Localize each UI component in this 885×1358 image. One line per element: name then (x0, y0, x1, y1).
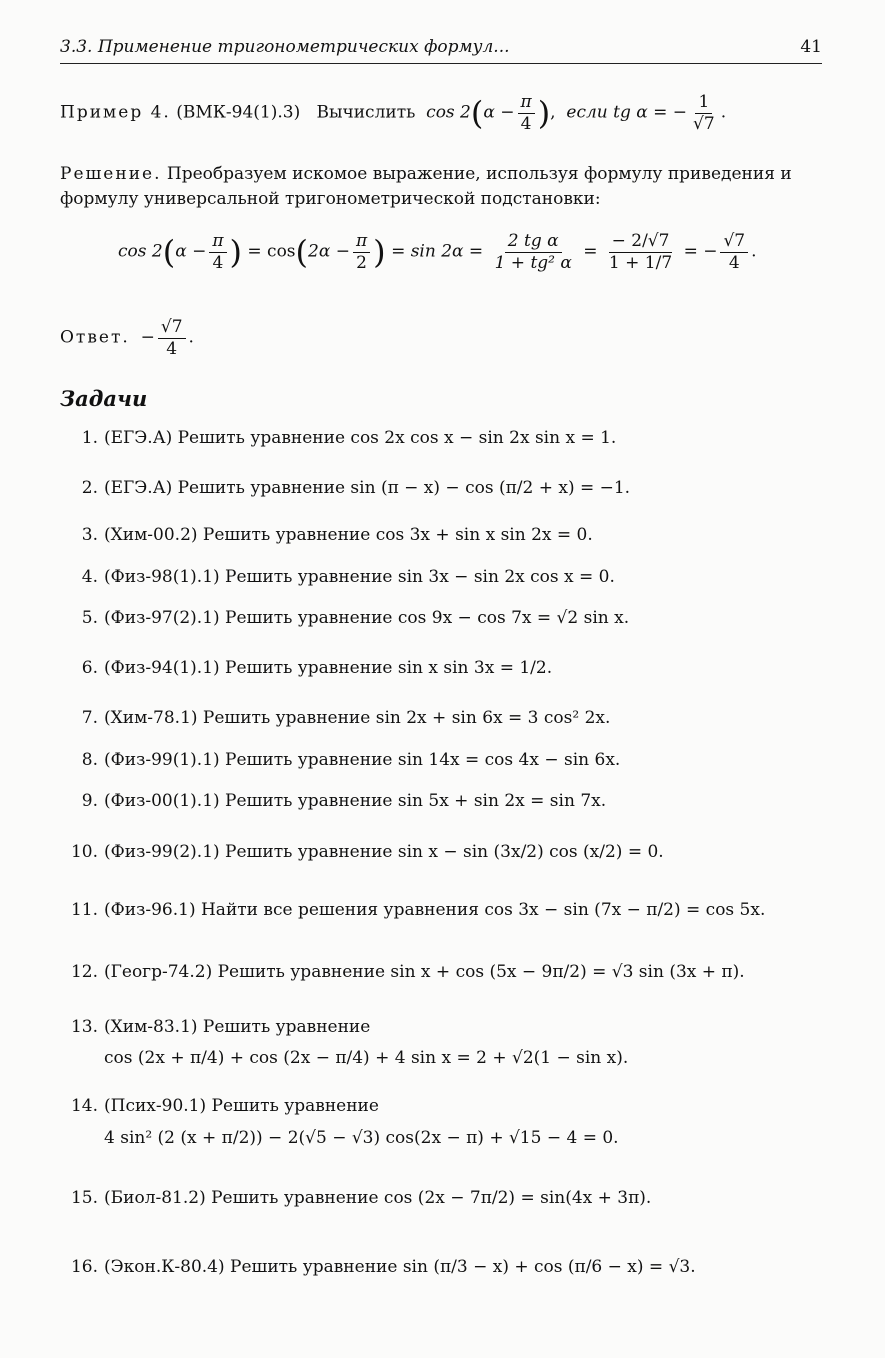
problem-text: (Физ-99(1).1) Решить уравнение sin 14x = cos 4x − sin 6x. (104, 750, 621, 770)
problem-text: (ЕГЭ.А) Решить уравнение cos 2x cos x − sin 2x sin x = 1. (104, 428, 617, 448)
problem-number: 3. (81, 525, 98, 545)
eq-frac-pi2 (353, 232, 370, 272)
frac-den: 4 (728, 252, 740, 273)
problem-16 (64, 1257, 696, 1277)
problem-number: 1. (81, 428, 98, 448)
problem-14-equation: 4 sin² (2 (x + π/2)) − 2(√5 − √3) cos(2x − π) + √15 − 4 = 0. (104, 1128, 619, 1148)
solution-line2: формулу универсальной тригонометрической подстановки: (60, 189, 601, 209)
problem-number: 7. (81, 708, 98, 728)
problem-3 (64, 525, 593, 545)
problem-number: 8. (81, 750, 98, 770)
frac-num: 2 tg α (505, 232, 562, 253)
problem-text: (Хим-78.1) Решить уравнение sin 2x + sin 6x = 3 cos² 2x. (104, 708, 611, 728)
problem-14 (64, 1096, 379, 1116)
problem-text: (Физ-97(2).1) Решить уравнение cos 9x − cos 7x = √2 sin x. (104, 608, 630, 628)
problem-15 (64, 1188, 651, 1208)
eq-equals-minus: = − (683, 241, 718, 262)
problem-number: 10. (70, 842, 98, 862)
answer-label: Ответ. (60, 327, 130, 348)
paren-open: ( (470, 94, 484, 133)
problem-text: (Физ-96.1) Найти все решения уравнения cos 3x − sin (7x − π/2) = cos 5x. (104, 900, 766, 920)
solution-equation: cos 2(α − $\frac{\pi}{4}$ ) = cos(2α − $\frac{\pi}{2}$ ) = sin 2α = $\frac{\text{2 tg α}}{\text{1 + tg² α}}$ = $\frac{- 2/√7}{1 + 1/7}$ = − $\frac{√7}{4}$ . (118, 231, 757, 273)
problem-4 (64, 567, 615, 587)
eq-2alpha: 2α − (308, 241, 350, 262)
paren-close: ) (229, 233, 242, 272)
problem-text: (Физ-94(1).1) Решить уравнение sin x sin 3x = 1/2. (104, 658, 553, 678)
section-title: Задачи (60, 386, 148, 411)
example-task: Вычислить (316, 102, 416, 123)
problem-number: 12. (70, 962, 98, 982)
problem-10 (64, 842, 664, 862)
answer-frac (158, 318, 186, 358)
problem-2 (64, 478, 630, 498)
problem-text: (Хим-00.2) Решить уравнение cos 3x + sin x sin 2x = 0. (104, 525, 593, 545)
eq-frac-numeric (606, 232, 675, 272)
page-number: 41 (800, 37, 822, 57)
frac-den: 4 (166, 338, 178, 359)
problem-text: (Экон.К-80.4) Решить уравнение sin (π/3 − x) + cos (π/6 − x) = √3. (104, 1257, 696, 1277)
problem-1 (64, 428, 616, 448)
eq-equals-cos: = cos (247, 241, 296, 262)
running-header (60, 37, 822, 64)
problem-number: 6. (81, 658, 98, 678)
problem-13-equation: cos (2x + π/4) + cos (2x − π/4) + 4 sin x = 2 + √2(1 − sin x). (104, 1048, 629, 1068)
example-pi-frac (518, 93, 535, 133)
example-condition: если tg α = − (566, 102, 688, 123)
eq-frac-pi4 (209, 232, 226, 272)
problem-text: (Физ-98(1).1) Решить уравнение sin 3x − sin 2x cos x = 0. (104, 567, 615, 587)
problem-9 (64, 791, 606, 811)
frac-num: π (353, 232, 370, 253)
problem-number: 14. (70, 1096, 98, 1116)
solution-label: Решение. (60, 164, 162, 184)
header-title: 3.3. Применение тригонометрических формул... (60, 37, 510, 57)
problem-8 (64, 750, 620, 770)
eq-cos2: cos 2 (118, 241, 163, 262)
frac-den: 1 + tg² α (494, 252, 572, 273)
frac-num: √7 (720, 232, 748, 253)
problem-number: 11. (70, 900, 98, 920)
frac-den: 4 (520, 113, 532, 134)
example-arg: α − (483, 102, 515, 123)
eq-equals: = (583, 241, 598, 262)
problem-text: (Геогр-74.2) Решить уравнение sin x + cos (5x − 9π/2) = √3 sin (3x + π). (104, 962, 745, 982)
problem-number: 16. (70, 1257, 98, 1277)
answer-line: Ответ. − $\frac{√7}{4}$ . (60, 317, 194, 359)
frac-den: √7 (693, 113, 715, 134)
eq-frac-result (720, 232, 748, 272)
frac-num: 1 (695, 93, 712, 114)
example-expr: cos 2 (426, 102, 471, 123)
eq-sin2a: = sin 2α = (391, 241, 484, 262)
paren-open: ( (295, 233, 309, 272)
problem-number: 4. (81, 567, 98, 587)
problem-text: (Хим-83.1) Решить уравнение (104, 1017, 371, 1037)
problem-5 (64, 608, 629, 628)
problem-text: (Физ-99(2).1) Решить уравнение sin x − sin (3x/2) cos (x/2) = 0. (104, 842, 664, 862)
problem-number: 2. (81, 478, 98, 498)
problem-text: (Физ-00(1).1) Решить уравнение sin 5x + sin 2x = sin 7x. (104, 791, 607, 811)
frac-den: 4 (212, 252, 224, 273)
example-cond-frac (690, 93, 718, 133)
problem-number: 15. (70, 1188, 98, 1208)
frac-num: π (518, 93, 535, 114)
problem-number: 13. (70, 1017, 98, 1037)
solution-text1: Преобразуем искомое выражение, используя формулу приведения и (166, 164, 792, 184)
problem-text: (Псих-90.1) Решить уравнение (104, 1096, 379, 1116)
problem-text: (ЕГЭ.А) Решить уравнение sin (π − x) − cos (π/2 + x) = −1. (104, 478, 631, 498)
solution-line1 (60, 164, 792, 184)
frac-den: 1 + 1/7 (608, 252, 673, 273)
answer-sign: − (140, 327, 155, 348)
example-source: (ВМК-94(1).3) (176, 102, 301, 123)
example-label: Пример 4. (60, 102, 171, 123)
paren-close: ) (537, 94, 551, 133)
frac-num: π (209, 232, 226, 253)
problem-text: (Биол-81.2) Решить уравнение cos (2x − 7π/2) = sin(4x + 3π). (104, 1188, 652, 1208)
frac-num: − 2/√7 (609, 232, 673, 253)
problem-12 (64, 962, 745, 982)
frac-den: 2 (356, 252, 367, 273)
eq-frac-tg (492, 232, 575, 272)
problem-11 (64, 900, 765, 920)
problem-13 (64, 1017, 370, 1037)
problem-7 (64, 708, 610, 728)
example-line: Пример 4. (ВМК-94(1).3) Вычислить cos 2(α − $\frac{\pi}{4}$ ), если tg α = − $\frac{1}{√7}$ . (60, 92, 727, 134)
eq-arg: α − (175, 241, 207, 262)
paren-close: ) (373, 233, 386, 272)
problem-number: 5. (81, 608, 98, 628)
paren-open: ( (162, 233, 176, 272)
frac-num: √7 (158, 318, 186, 339)
problem-number: 9. (81, 791, 98, 811)
problem-6 (64, 658, 552, 678)
